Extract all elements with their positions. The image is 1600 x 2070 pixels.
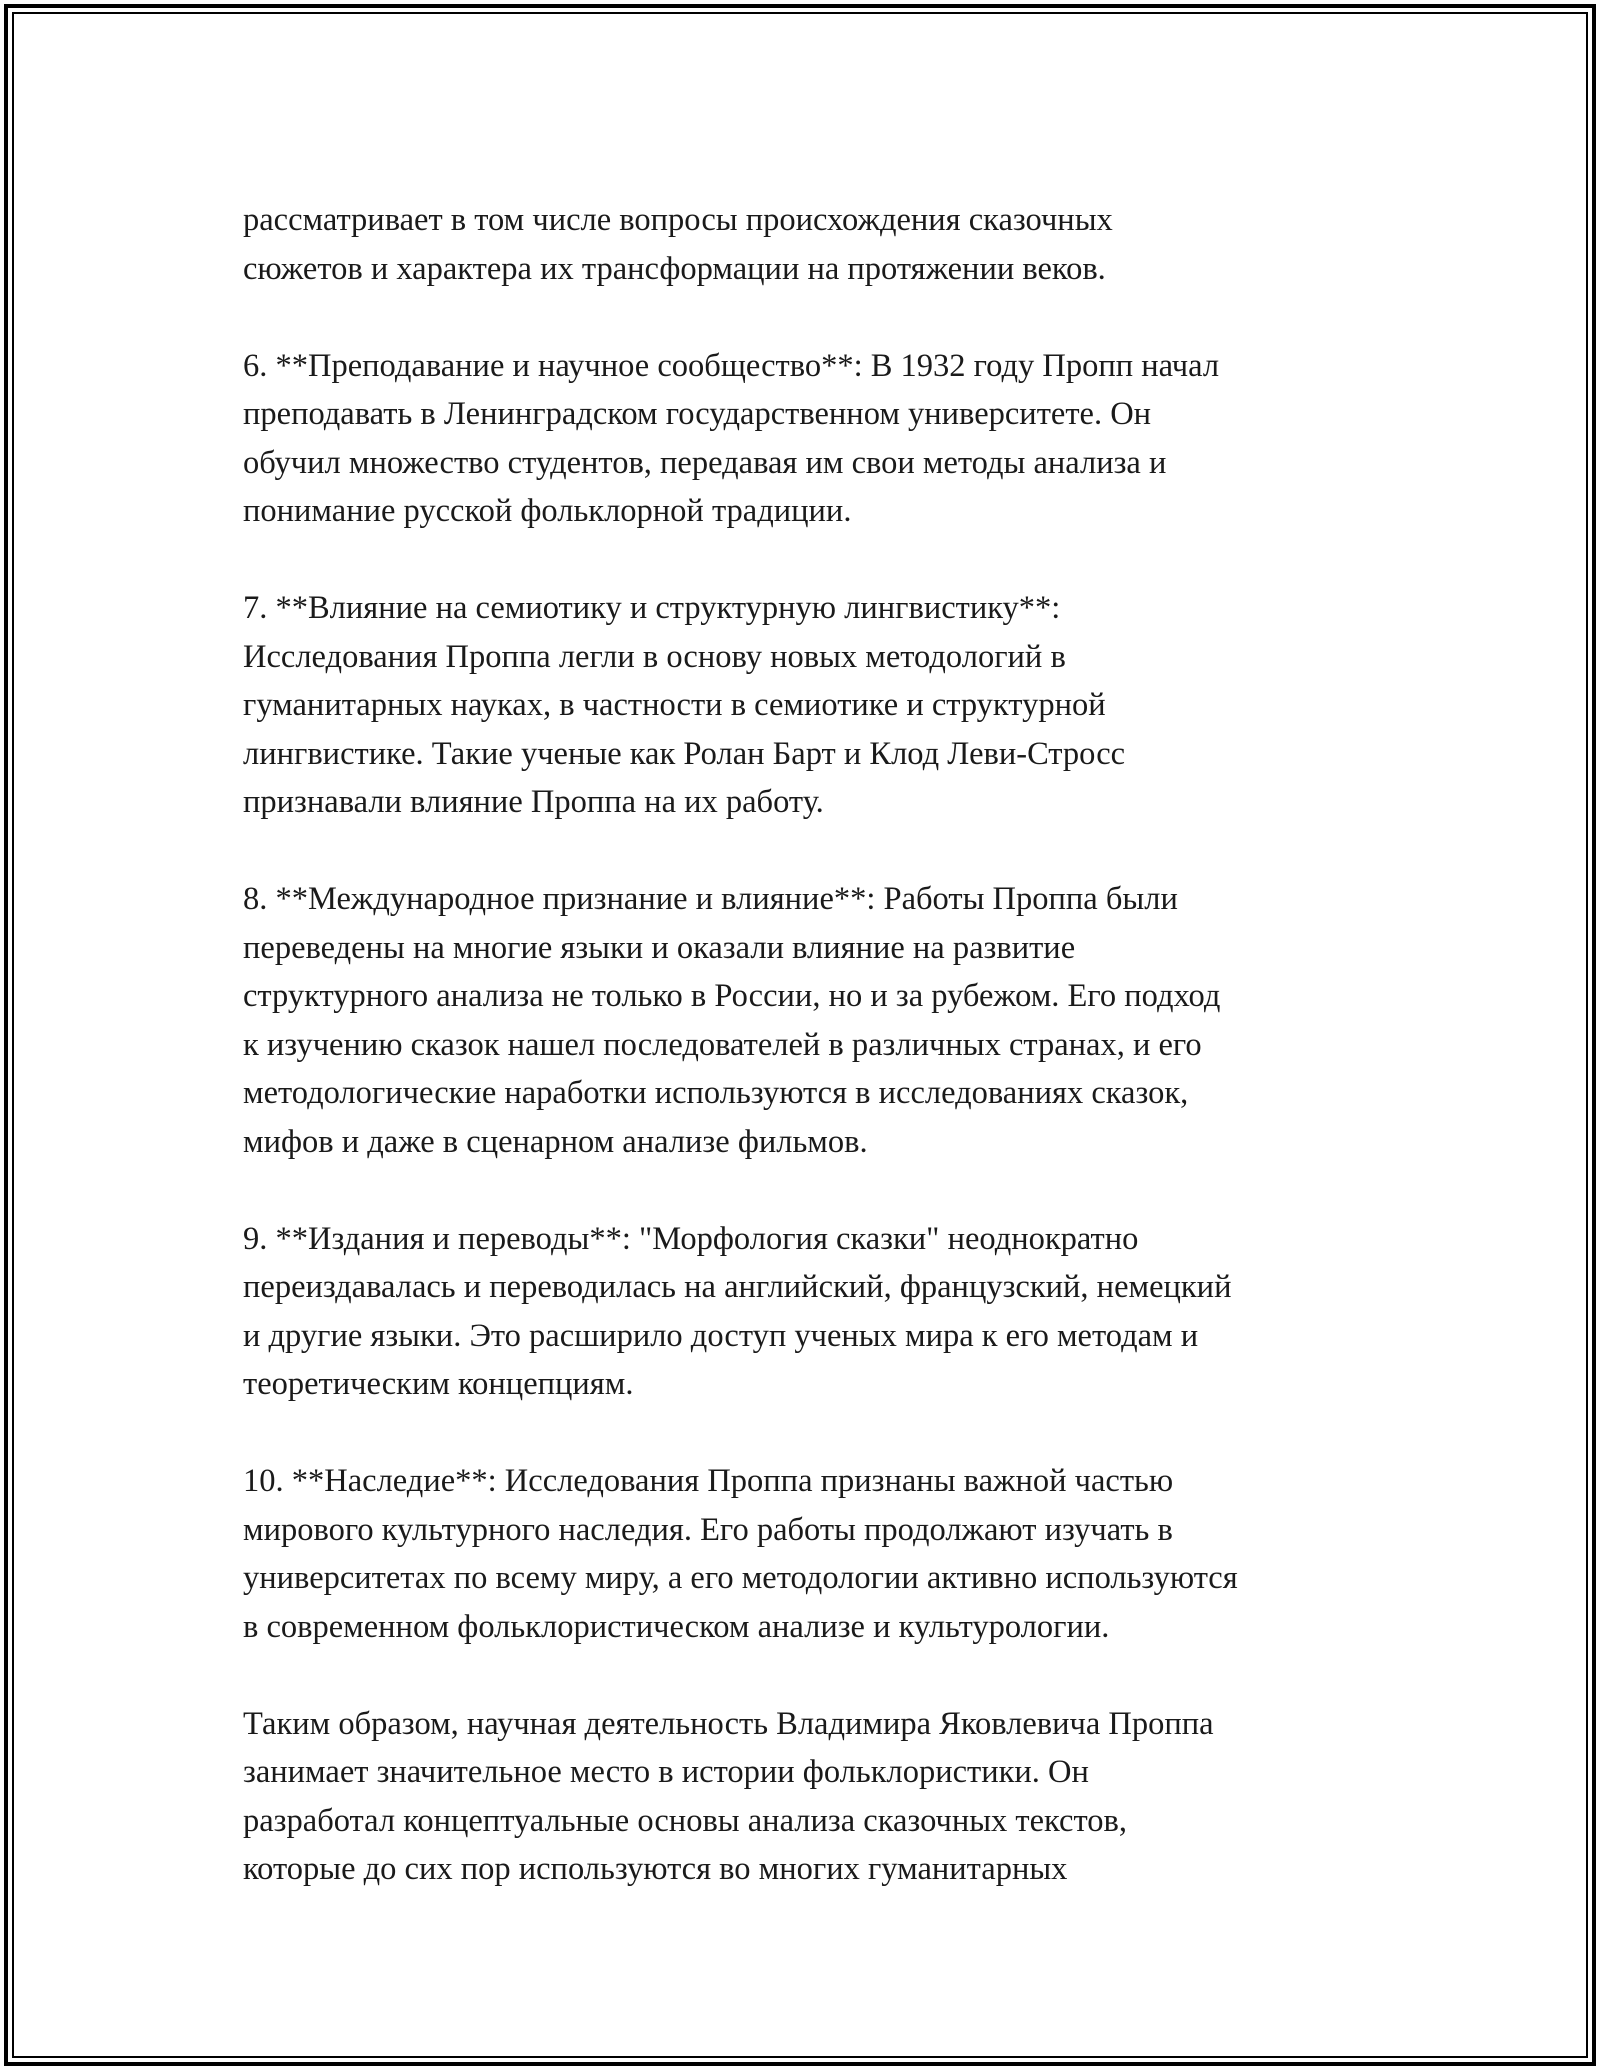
text-line: мирового культурного наследия. Его работы продолжают изучать в — [243, 1511, 1173, 1548]
text-line: теоретическим концепциям. — [243, 1366, 634, 1402]
paragraph-item-7 — [243, 584, 1383, 827]
text-line: которые до сих пор используются во многих гуманитарных — [243, 1851, 1068, 1887]
text-line: методологические наработки используются в исследованиях сказок, — [243, 1075, 1189, 1111]
paragraph-item-9 — [243, 1215, 1383, 1409]
text-line: к изучению сказок нашел последователей в различных странах, и его — [243, 1026, 1202, 1063]
paragraph-item-10 — [243, 1457, 1383, 1651]
text-line: и другие языки. Это расширило доступ ученых мира к его методам и — [243, 1317, 1199, 1354]
text-line: обучил множество студентов, передавая им свои методы анализа и — [243, 444, 1167, 481]
page-frame — [4, 4, 1596, 2066]
paragraph-item-8 — [243, 875, 1383, 1166]
text-line: структурного анализа не только в России, но и за рубежом. Его подход — [243, 978, 1221, 1014]
text-line: гуманитарных науках, в частности в семиотике и структурной — [243, 687, 1106, 723]
paragraph-conclusion — [243, 1700, 1383, 1894]
text-line: Исследования Проппа легли в основу новых методологий в — [243, 638, 1066, 675]
text-line: 8. **Международное признание и влияние**: Работы Проппа были — [243, 881, 1178, 917]
text-line: университетах по всему миру, а его методологии активно используются — [243, 1560, 1238, 1596]
text-line: переиздавалась и переводилась на английский, французский, немецкий — [243, 1269, 1232, 1305]
text-line: рассматривает в том числе вопросы происхождения сказочных — [243, 202, 1113, 238]
text-line: переведены на многие языки и оказали влияние на развитие — [243, 929, 1076, 966]
paragraph-continuation — [243, 196, 1383, 293]
document-body — [243, 196, 1383, 1942]
text-line: сюжетов и характера их трансформации на протяжении веков. — [243, 250, 1106, 287]
text-line: 9. **Издания и переводы**: "Морфология сказки" неоднократно — [243, 1220, 1139, 1257]
text-line: 10. **Наследие**: Исследования Проппа признаны важной частью — [243, 1463, 1174, 1499]
paragraph-item-6 — [243, 342, 1383, 536]
text-line: признавали влияние Проппа на их работу. — [243, 784, 824, 820]
text-line: 7. **Влияние на семиотику и структурную лингвистику**: — [243, 590, 1061, 626]
text-line: 6. **Преподавание и научное сообщество**: В 1932 году Пропп начал — [243, 347, 1220, 384]
text-line: разработал концептуальные основы анализа сказочных текстов, — [243, 1802, 1127, 1839]
text-line: занимает значительное место в истории фольклористики. Он — [243, 1754, 1089, 1790]
text-line: мифов и даже в сценарном анализе фильмов. — [243, 1123, 868, 1160]
text-line: преподавать в Ленинградском государственном университете. Он — [243, 396, 1152, 432]
text-line: в современном фольклористическом анализе и культурологии. — [243, 1608, 1110, 1645]
text-line: Таким образом, научная деятельность Владимира Яковлевича Проппа — [243, 1705, 1214, 1742]
text-line: понимание русской фольклорной традиции. — [243, 493, 852, 529]
text-line: лингвистике. Такие ученые как Ролан Барт и Клод Леви-Стросс — [243, 735, 1126, 772]
